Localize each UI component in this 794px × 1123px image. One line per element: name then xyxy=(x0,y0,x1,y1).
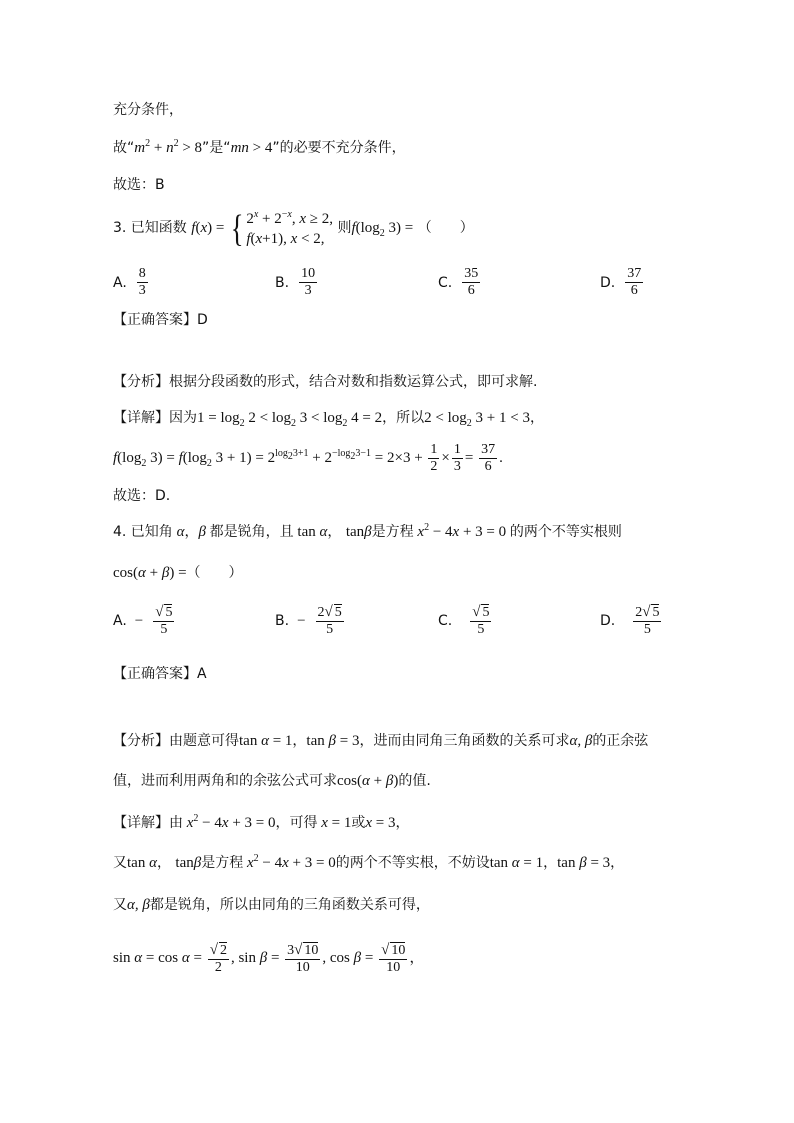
text-line: 充分条件， xyxy=(113,102,183,118)
question-4: 4. 已知角 α，β 都是锐角，且 tan α， tanβ是方程 $x^2 - 4x + 3 = 0$ 的两个不等实根则 xyxy=(113,522,622,540)
option-d[interactable]: D. $\frac{2√ 5}{5}$ xyxy=(600,604,660,637)
option-c[interactable]: C. $\frac{√ 5}{5}$ xyxy=(438,604,490,637)
text-line: 故选：D. xyxy=(113,488,171,504)
detail-line: 又α, β都是锐角，所以由同角的三角函数关系可得， xyxy=(113,897,430,913)
detail-formula: sin α = cos α = $\frac{√ 2}{2}$ , sin β = $\frac{3√ 10}{10}$ , cos β = $\frac{√ 10}{10}$ ， xyxy=(113,941,425,975)
math-expr: $m^2 + n^2 > 8$ xyxy=(134,138,203,156)
option-a[interactable]: A. $\frac{8}{3}$ xyxy=(113,266,146,298)
text-line: 故“$m^2 + n^2 > 8$”是“mn > 4”的必要不充分条件， xyxy=(113,138,406,156)
option-d[interactable]: D. $\frac{37}{6}$ xyxy=(600,266,642,298)
text-line: 故选：B xyxy=(113,177,165,193)
correct-answer: 【正确答案】A xyxy=(113,666,207,682)
option-b[interactable]: B. $\frac{10}{3}$ xyxy=(275,266,316,298)
analysis: 【分析】根据分段函数的形式，结合对数和指数运算公式，即可求解. xyxy=(113,374,538,390)
detail-line: 又tan α， tanβ是方程 $x^2 - 4x + 3 = 0$的两个不等实根，不妨设tan α = 1，tan β = 3， xyxy=(113,853,625,871)
question-3: 3. 已知函数 f(x) = { $2^x + 2^{-x}$, x ≥ 2, f(x+1), x < 2, 则$f(\log_2$ 3) = （ ） xyxy=(113,207,474,250)
option-b[interactable]: B. − $\frac{2√ 5}{5}$ xyxy=(275,604,342,637)
math-expr: mn > 4 xyxy=(230,140,273,156)
piecewise-function: f(x) = { $2^x + 2^{-x}$, x ≥ 2, f(x+1), x < 2, xyxy=(191,207,333,250)
option-a[interactable]: A. − $\frac{√ 5}{5}$ xyxy=(113,604,173,637)
option-c[interactable]: C. $\frac{35}{6}$ xyxy=(438,266,479,298)
analysis: 【分析】由题意可得tan α = 1，tan β = 3，进而由同角三角函数的关系可求α, β的正余弦 xyxy=(113,733,649,749)
analysis-cont: 值，进而利用两角和的余弦公式可求cos(α + β)的值. xyxy=(113,773,431,789)
detail-formula: $f(\log_2$ $3) = f(\log_2$ $3 + 1) = 2^{log_23+1} + 2^{-log_23-1} = 2\times 3$ + $\frac{1}{2}$ × $\frac{1}{3}$ = $\frac{37}{6}$ . xyxy=(113,442,503,475)
correct-answer: 【正确答案】D xyxy=(113,312,208,328)
question-4-cont: cos(α + β) =（ ） xyxy=(113,565,243,581)
detail-line: 【详解】由 $x^2 - 4x + 3 = 0$，可得 x = 1或x = 3， xyxy=(113,813,410,831)
detail-line: 【详解】因为$1 = \log_2 2 < \log_2 3 < \log_2 4 = 2$，所以$2 < \log_2 3 + 1 < 3$， xyxy=(113,410,544,429)
